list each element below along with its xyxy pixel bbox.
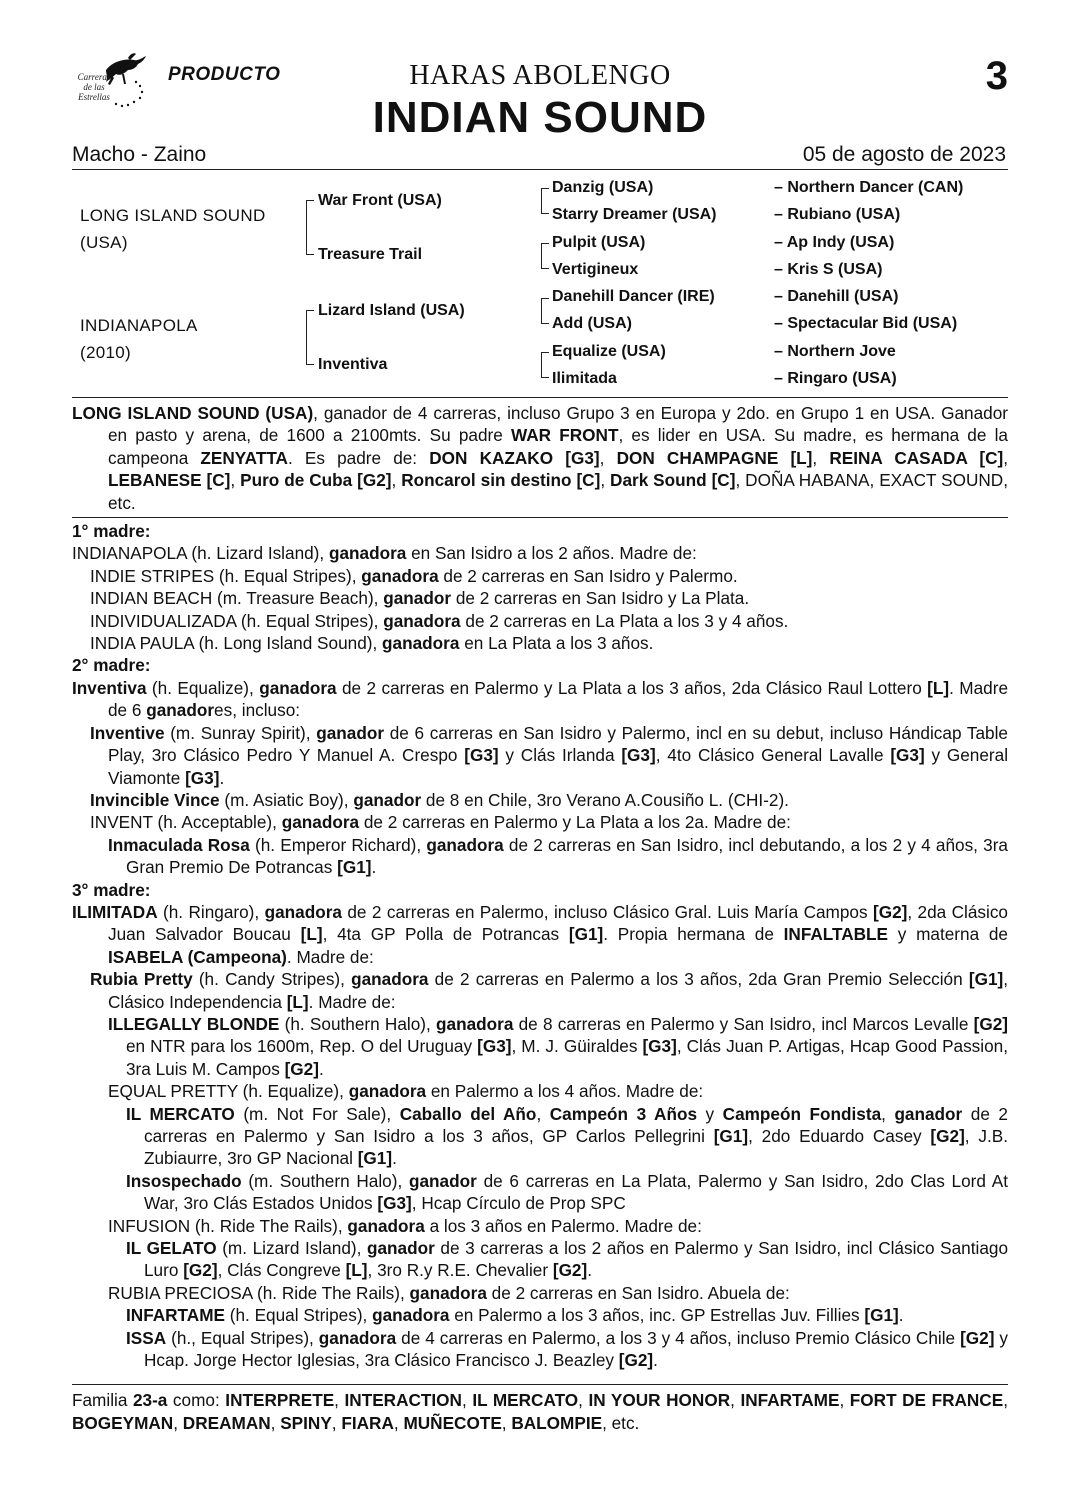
bold-text: ganadora — [409, 1282, 487, 1303]
bold-text: [G3] — [464, 745, 499, 766]
pedigree-dam: INDIANAPOLA — [80, 316, 198, 335]
bold-text: Inmaculada Rosa — [108, 834, 250, 855]
bold-text: Caballo del Año — [399, 1103, 537, 1124]
lot-number: 3 — [985, 54, 1008, 98]
pedigree-dash: – — [774, 206, 788, 223]
pedigree-bracket — [306, 200, 307, 255]
bold-text: ISABELA (Campeona) — [108, 946, 287, 967]
bold-text: Campeón 3 Años — [549, 1103, 698, 1124]
text: de 8 carreras en Palermo y San Isidro, incl Marcos Levalle — [513, 1013, 974, 1034]
bold-text: ganadora — [259, 677, 337, 698]
text: . — [318, 1058, 324, 1079]
bold-text: LONG ISLAND SOUND (USA) — [72, 403, 314, 423]
pedigree-sire: LONG ISLAND SOUND — [80, 206, 266, 225]
text: (m. Sunray Spirit), — [164, 722, 317, 743]
text: . Madre de: — [308, 991, 396, 1012]
bold-text: [L] — [927, 677, 950, 698]
text: Familia — [72, 1390, 133, 1410]
text: , — [393, 1413, 404, 1433]
bold-text: ISSA — [126, 1327, 167, 1348]
text: , Clásico Independencia — [108, 969, 1009, 1012]
bold-text: [G3] — [621, 745, 656, 766]
text: , J.B. Zubiaurre, 3ro GP Nacional — [144, 1126, 1008, 1169]
bold-text: Inventive — [90, 722, 165, 743]
bold-text: ganadora — [351, 969, 429, 990]
text: , — [536, 1103, 550, 1124]
text: de 2 carreras en Palermo, incluso Clásico Gral. Luis María Campos — [341, 901, 873, 922]
pedigree-gen3: Equalize (USA) — [552, 343, 666, 360]
bold-text: [G3] — [890, 745, 925, 766]
bold-text: WAR FRONT — [510, 425, 619, 446]
divider — [72, 517, 1008, 518]
text: de 2 carreras en San Isidro y Palermo. — [438, 565, 738, 586]
dam-sections — [72, 520, 1008, 1371]
pedigree-gen3: Add (USA) — [552, 315, 632, 332]
logo-text-line: de las Estrellas — [78, 82, 110, 102]
text: en La Plata a los 3 años. — [459, 633, 654, 654]
bold-text: BALOMPIE — [511, 1413, 603, 1433]
bold-text: ganadora — [372, 1305, 450, 1326]
text: de 2 carreras en La Plata a los 3 y 4 años. — [460, 610, 789, 631]
text: en Palermo a los 4 años. Madre de: — [426, 1081, 704, 1102]
bold-text: Campeón Fondista — [722, 1103, 882, 1124]
pedigree-gen4: Spectacular Bid (USA) — [787, 315, 958, 332]
pedigree-dash: – — [774, 234, 787, 251]
pedigree-gen3: Ilimitada — [552, 370, 617, 387]
pedigree-bracket — [541, 298, 542, 324]
section-heading: 1° madre: — [72, 521, 151, 542]
text: (h. Candy Stripes), — [192, 969, 352, 990]
bold-text: Rubia Pretty — [90, 969, 193, 990]
pedigree-dash: – — [774, 315, 788, 332]
bold-text: [G2] — [930, 1126, 965, 1146]
pedigree-gen4: Ap Indy (USA) — [786, 234, 895, 251]
produce-entry — [72, 811, 1008, 833]
bold-text: FORT DE FRANCE — [849, 1390, 1004, 1410]
text: , — [331, 1413, 342, 1433]
bold-text: INTERACTION — [344, 1390, 462, 1410]
text: (m. Asiatic Boy), — [219, 789, 354, 810]
text: (m. Southern Halo), — [241, 1170, 409, 1191]
text: , — [600, 470, 611, 491]
produce-entry — [72, 1103, 1008, 1170]
bold-text: IL MERCATO — [472, 1390, 579, 1410]
text: de 2 carreras en San Isidro, incl debutando, a los 2 y 4 años, 3ra Gran Premio De Potrancas — [126, 834, 1008, 878]
text: (h. Ringaro), — [157, 901, 265, 922]
pedigree-dash: – — [774, 343, 788, 360]
bold-text: BOGEYMAN — [72, 1413, 174, 1433]
bold-text: MUÑECOTE — [403, 1413, 502, 1433]
text: de 2 carreras en Palermo a los 3 años, 2da Gran Premio Selección — [428, 969, 969, 990]
bold-text: INTERPRETE — [225, 1390, 335, 1410]
bold-text: ganador — [353, 789, 422, 810]
bold-text: [G2] — [284, 1058, 319, 1079]
text: , etc. — [602, 1413, 640, 1433]
bold-text: [G3] — [377, 1193, 412, 1214]
text: , — [230, 470, 241, 491]
bold-text: SPINY — [280, 1413, 332, 1433]
text: , Clás Juan P. Artigas, Hcap Good Passion, 3ra Luis M. Campos — [126, 1036, 1008, 1079]
bold-text: ZENYATTA — [200, 447, 288, 468]
text: . Madre de 6 — [108, 677, 1009, 721]
pedigree-dash: – — [774, 288, 788, 305]
text: , — [461, 1390, 473, 1410]
pedigree-gen4: Northern Jove — [787, 343, 896, 360]
text: . Es padre de: — [287, 447, 430, 468]
pedigree-gen3: Starry Dreamer (USA) — [552, 206, 717, 223]
pedigree-dam-year: (2010) — [80, 343, 131, 362]
bold-text: ganadora — [426, 834, 504, 855]
bold-text: Inventiva — [72, 677, 147, 698]
bold-text: ganadora — [264, 901, 342, 922]
bold-text: ganador — [316, 722, 385, 743]
bold-text: ganadora — [347, 1215, 425, 1236]
pedigree-bracket — [541, 243, 542, 269]
pedigree-bracket — [541, 352, 542, 378]
pedigree-sire-origin: (USA) — [80, 233, 128, 252]
text: , DOÑA HABANA, EXACT SOUND, etc. — [108, 470, 1008, 513]
text: , 2da Clásico Juan Salvador Boucau — [108, 901, 1008, 945]
bold-text: Invincible Vince — [90, 789, 220, 810]
divider — [72, 1384, 1008, 1385]
bold-text: DON CHAMPAGNE [L] — [616, 447, 813, 468]
text: RUBIA PRECIOSA (h. Ride The Rails), — [108, 1282, 410, 1303]
bold-text: [G2] — [960, 1327, 995, 1348]
section-label: PRODUCTO — [168, 64, 281, 85]
text: (h. Emperor Richard), — [249, 834, 427, 855]
text: (m. Lizard Island), — [216, 1238, 367, 1259]
pedigree-gen3: Danehill Dancer (IRE) — [552, 288, 715, 305]
bold-text: Insospechado — [126, 1170, 242, 1191]
bold-text: ganadora — [281, 812, 360, 833]
text: y Clás Irlanda — [498, 745, 622, 766]
text: (h., Equal Stripes), — [166, 1327, 319, 1348]
produce-entry — [72, 677, 1008, 722]
pedigree-dash: – — [774, 179, 788, 196]
produce-entry — [72, 901, 1008, 968]
family-line — [72, 1389, 1008, 1435]
text: , — [270, 1413, 281, 1433]
logo-text-line: Carreras — [77, 72, 111, 82]
produce-entry — [72, 1080, 1008, 1102]
text: , 3ro R.y R.E. Chevalier — [367, 1260, 553, 1281]
pedigree-gen3: Danzig (USA) — [552, 179, 654, 196]
bold-text: ganador — [383, 588, 452, 609]
bold-text: INFARTAME — [740, 1390, 840, 1410]
pedigree-gen2: War Front (USA) — [318, 192, 442, 209]
text: como: — [167, 1390, 226, 1410]
produce-entry — [72, 542, 1008, 564]
text: , Clás Congreve — [217, 1260, 346, 1281]
section-heading: 3° madre: — [72, 879, 151, 900]
bold-text: Roncarol sin destino [C] — [401, 470, 601, 491]
produce-entry — [72, 1215, 1008, 1237]
pedigree-gen2: Inventiva — [318, 356, 388, 373]
bold-text: DREAMAN — [182, 1413, 271, 1433]
pedigree-dash: – — [774, 370, 788, 387]
horse-name: INDIAN SOUND — [372, 93, 708, 142]
text: (h. Southern Halo), — [279, 1013, 437, 1034]
pedigree-gen3: Vertigineux — [552, 261, 639, 278]
produce-entry — [72, 834, 1008, 879]
text: EQUAL PRETTY (h. Equalize), — [108, 1081, 349, 1102]
text: , — [1003, 447, 1009, 468]
produce-entry — [72, 632, 1008, 654]
bold-text: [G3] — [642, 1036, 677, 1057]
text: de 2 carreras en Palermo y La Plata a los 2a. Madre de: — [359, 812, 791, 833]
produce-entry — [72, 1013, 1008, 1080]
bold-text: ganadora — [382, 633, 460, 654]
text: , — [501, 1413, 512, 1433]
bold-text: [G1] — [337, 857, 372, 878]
text: INDIAN BEACH (m. Treasure Beach), — [90, 588, 384, 609]
text: , — [1003, 1390, 1008, 1410]
text: a los 3 años en Palermo. Madre de: — [424, 1215, 702, 1236]
pedigree-gen2: Lizard Island (USA) — [318, 302, 465, 319]
bold-text: [G1] — [357, 1148, 393, 1169]
text: de 6 carreras en La Plata, Palermo y San Isidro, 2do Clas Lord At War, 3ro Clás Estados Unidos — [144, 1170, 1008, 1214]
text: , — [881, 1103, 895, 1124]
text: es, incluso: — [214, 700, 301, 721]
text: de 8 en Chile, 3ro Verano A.Cousiño L. (CHI-2). — [421, 789, 789, 810]
text: (h. Equal Stripes), — [224, 1305, 373, 1326]
text: y — [697, 1103, 723, 1124]
text: INDIA PAULA (h. Long Island Sound), — [90, 633, 383, 654]
text: INDIANAPOLA (h. Lizard Island), — [72, 543, 329, 564]
produce-entry — [72, 565, 1008, 587]
text: . — [653, 1350, 658, 1371]
breeder-name: HARAS ABOLENGO — [409, 60, 671, 91]
text: , — [599, 447, 617, 468]
bold-text: ganadora — [318, 1327, 397, 1348]
text: (h. Equalize), — [146, 677, 260, 698]
bold-text: [G1] — [864, 1305, 899, 1326]
pedigree-bracket — [541, 188, 542, 214]
bold-text: ILLEGALLY BLONDE — [108, 1013, 280, 1034]
text: en NTR para los 1600m, Rep. O del Uruguay — [126, 1036, 478, 1057]
text: , — [839, 1390, 850, 1410]
text: (m. Not For Sale), — [234, 1103, 400, 1124]
sex-color: Macho - Zaino — [72, 143, 207, 166]
text: . — [392, 1148, 397, 1169]
text: . Madre de: — [286, 946, 374, 967]
bold-text: [G1] — [968, 969, 1004, 990]
pedigree-gen4: Ringaro (USA) — [787, 370, 897, 387]
text: de 2 carreras en San Isidro y La Plata. — [451, 588, 750, 609]
text: INDIVIDUALIZADA (h. Equal Stripes), — [90, 610, 384, 631]
pedigree-gen4: Danehill (USA) — [787, 288, 899, 305]
text: , — [334, 1390, 345, 1410]
text: de 2 carreras en Palermo y San Isidro a los 3 años, GP Carlos Pellegrini — [144, 1103, 1008, 1146]
bold-text: ganadora — [348, 1081, 427, 1102]
bold-text: [G1] — [713, 1126, 749, 1146]
produce-entry — [72, 587, 1008, 609]
bold-text: ganador — [146, 700, 215, 721]
text: de 6 carreras en San Isidro y Palermo, incl en su debut, incluso Hándicap Table Play, 3ro Clásico Pedro Y Manuel A. Crespo — [108, 722, 1008, 766]
produce-entry — [72, 1237, 1008, 1282]
text: de 4 carreras en Palermo, a los 3 y 4 años, incluso Premio Clásico Chile — [396, 1327, 961, 1348]
produce-entry — [72, 1282, 1008, 1304]
bold-text: Dark Sound [C] — [610, 470, 736, 491]
text: INDIE STRIPES (h. Equal Stripes), — [90, 565, 362, 586]
bold-text: LEBANESE [C] — [108, 470, 231, 491]
bold-text: IN YOUR HONOR — [588, 1390, 731, 1410]
bold-text: [G2] — [552, 1260, 588, 1281]
bold-text: ganadora — [436, 1013, 514, 1034]
divider — [72, 169, 1008, 170]
text: de 3 carreras a los 2 años en Palermo y San Isidro, incl Clásico Santiago Luro — [144, 1238, 1009, 1281]
produce-entry — [72, 789, 1008, 811]
pedigree-bracket — [306, 310, 307, 365]
bold-text: DON KAZAKO [G3] — [429, 447, 600, 468]
text: INVENT (h. Acceptable), — [90, 812, 282, 833]
divider — [72, 397, 1008, 398]
text: de 2 carreras en San Isidro. Abuela de: — [486, 1282, 790, 1303]
text: , — [391, 470, 402, 491]
section-heading: 2° madre: — [72, 655, 151, 676]
produce-entry — [72, 1170, 1008, 1215]
bold-text: FIARA — [341, 1413, 394, 1433]
bold-text: ganador — [367, 1238, 435, 1259]
bold-text: [G2] — [973, 1013, 1009, 1034]
text: , es lider en USA. Su madre, es hermana de la campeona — [108, 425, 1008, 468]
birth-date: 05 de agosto de 2023 — [802, 143, 1006, 166]
bold-text: [L] — [300, 924, 323, 945]
bold-text: ganadora — [383, 610, 461, 631]
pedigree-gen3: Pulpit (USA) — [552, 234, 646, 251]
bold-text: [G2] — [183, 1260, 218, 1281]
bold-text: [G2] — [618, 1350, 654, 1371]
pedigree-gen4: Rubiano (USA) — [787, 206, 901, 223]
produce-entry — [72, 722, 1008, 789]
text: , 2do Eduardo Casey — [748, 1126, 931, 1146]
produce-entry — [72, 610, 1008, 632]
bold-text: ganador — [894, 1103, 963, 1124]
text: , M. J. Güiraldes — [511, 1036, 643, 1057]
produce-entry — [72, 968, 1008, 1013]
text: . — [587, 1260, 592, 1281]
text: . — [219, 767, 225, 788]
text: , — [812, 447, 830, 468]
text: , — [730, 1390, 741, 1410]
catalog-body — [72, 402, 1008, 1371]
bold-text: Puro de Cuba [G2] — [240, 470, 392, 491]
sire-paragraph — [72, 402, 1008, 514]
bold-text: [G3] — [185, 767, 220, 788]
bold-text: ganador — [409, 1170, 477, 1191]
produce-entry — [72, 1327, 1008, 1372]
text: . Propia hermana de — [603, 924, 784, 945]
bold-text: IL MERCATO — [126, 1103, 235, 1124]
bold-text: REINA CASADA [C] — [829, 447, 1004, 468]
text: de 2 carreras en Palermo y La Plata a los 3 años, 2da Clásico Raul Lottero — [336, 677, 928, 698]
bold-text: ganadora — [328, 543, 407, 564]
pedigree-gen4: Northern Dancer (CAN) — [787, 179, 964, 196]
text: y General Viamonte — [108, 745, 1009, 788]
bold-text: INFALTABLE — [783, 924, 889, 945]
text: . — [371, 857, 377, 878]
text: y Hcap. Jorge Hector Iglesias, 3ra Clásico Francisco J. Beazley — [144, 1327, 1009, 1371]
text: , ganador de 4 carreras, incluso Grupo 3 en Europa y 2do. en Grupo 1 en USA. Ganador en pasto y arena, de 1600 a 2100mts. Su padre — [108, 403, 1008, 446]
pedigree-gen2: Treasure Trail — [318, 246, 423, 263]
text: y materna de — [888, 924, 1008, 945]
text: en San Isidro a los 2 años. Madre de: — [406, 543, 697, 564]
text: , — [578, 1390, 589, 1410]
text: , 4ta GP Polla de Potrancas — [322, 924, 569, 945]
pedigree-dash: – — [774, 261, 788, 278]
text: , 4to Clásico General Lavalle — [655, 745, 891, 766]
text: , — [173, 1413, 183, 1433]
text: , Hcap Círculo de Prop SPC — [411, 1193, 626, 1214]
bold-text: [L] — [286, 991, 309, 1012]
bold-text: [G1] — [568, 924, 604, 945]
bold-text: 23-a — [132, 1390, 168, 1410]
text: INFUSION (h. Ride The Rails), — [108, 1215, 348, 1236]
text: . — [898, 1305, 904, 1326]
produce-entry — [72, 1304, 1008, 1326]
bold-text: [G2] — [873, 901, 908, 922]
bold-text: INFARTAME — [126, 1305, 225, 1326]
bold-text: ganadora — [361, 565, 439, 586]
text: en Palermo a los 3 años, inc. GP Estrellas Juv. Fillies — [449, 1305, 865, 1326]
bold-text: ILIMITADA — [72, 901, 158, 922]
pedigree-gen4: Kris S (USA) — [787, 261, 883, 278]
bold-text: [G3] — [477, 1036, 512, 1057]
bold-text: [L] — [345, 1260, 368, 1281]
bold-text: IL GELATO — [126, 1238, 217, 1259]
